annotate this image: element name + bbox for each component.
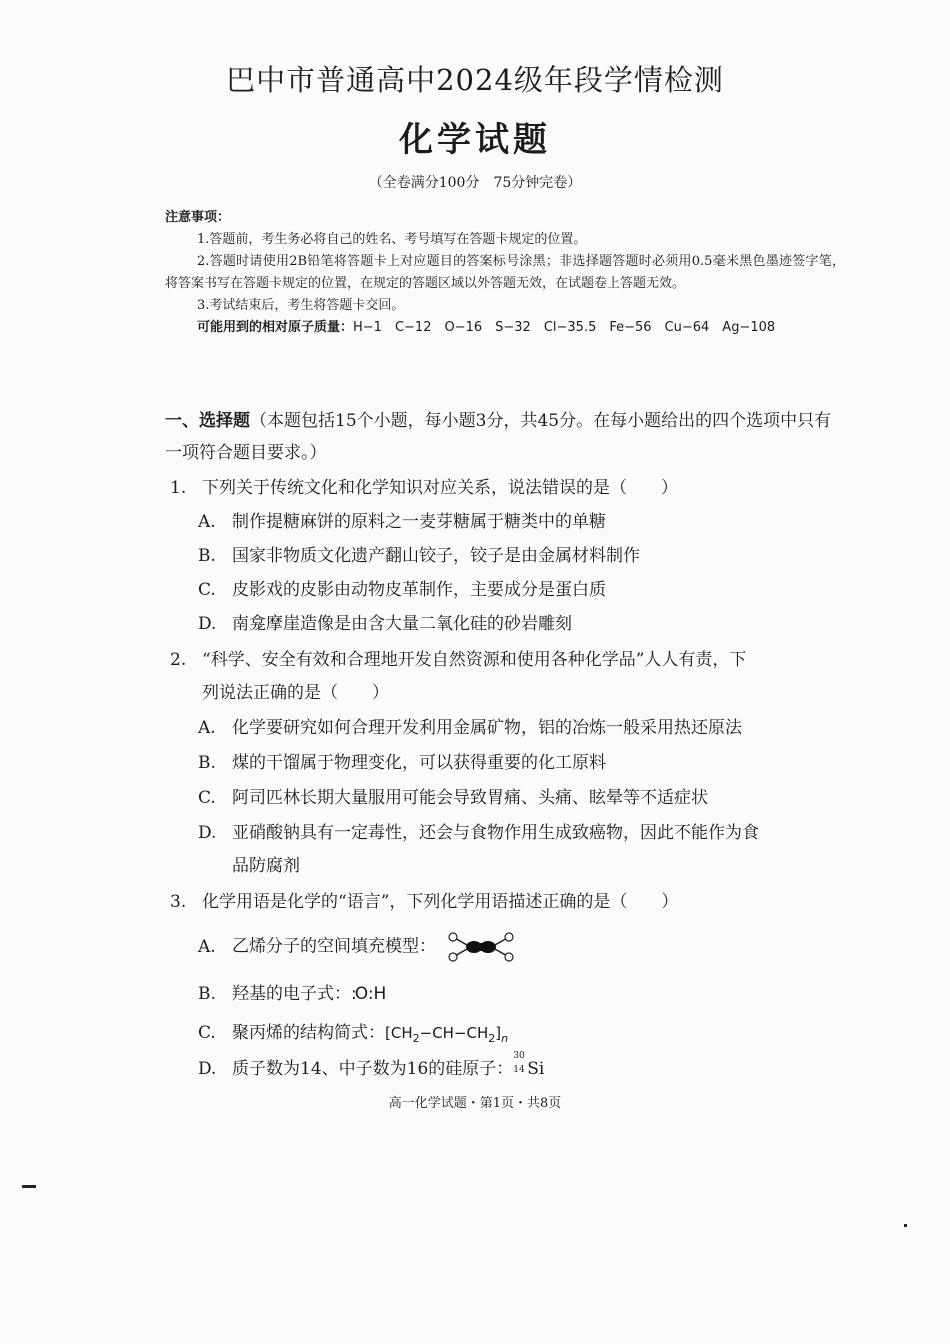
scan-dot — [904, 1224, 907, 1227]
option-text: 国家非物质文化遗产翻山铰子，铰子是由金属材料制作 — [232, 546, 640, 566]
q3-option-c — [198, 1017, 848, 1055]
option-text: 阿司匹林长期大量服用可能会导致胃痛、头痛、眩晕等不适症状 — [232, 788, 708, 808]
question-number: 3. — [170, 892, 187, 912]
question-stem: “科学、安全有效和合理地开发自然资源和使用各种化学品”人人有责，下 — [202, 650, 747, 670]
exam-info: （全卷满分100分 75分钟完卷） — [368, 175, 582, 191]
option-text: 亚硝酸钠具有一定毒性，还会与食物作用生成致癌物，因此不能作为食 — [232, 823, 759, 843]
ethylene-model-icon — [445, 929, 517, 965]
option-label: C. — [198, 1023, 216, 1043]
option-text: 南龛摩崖造像是由含大量二氧化硅的砂岩雕刻 — [232, 614, 572, 634]
q3-option-a — [198, 929, 848, 965]
exam-school-title: 巴中市普通高中2024级年段学情检测 — [226, 63, 724, 97]
q1-option-d — [198, 608, 848, 641]
section-choice — [165, 405, 845, 469]
subscript-2: 2 — [412, 1032, 420, 1045]
q2-option-b — [198, 747, 848, 780]
q1-option-a — [198, 506, 848, 539]
question-2 — [170, 644, 845, 710]
bracket-close-icon: ] — [495, 1024, 502, 1042]
note-item: 2.答题时请使用2B铅笔将答题卡上对应题目的答案标号涂黑；非选择题答题时必须用0.5毫米黑色墨迹签字笔，将答案书写在答题卡规定的位置，在规定的答题区域以外答题无效，在试题卷上答题无效。 — [165, 254, 845, 291]
nuclide-notation — [513, 1051, 527, 1076]
bracket-open-icon: [ — [385, 1024, 391, 1042]
notes-heading: 注意事项： — [165, 210, 231, 225]
q1-option-c — [198, 574, 848, 607]
scan-mark — [22, 1185, 36, 1188]
option-label: A. — [198, 512, 216, 532]
note-item: 3.考试结束后，考生将答题卡交回。 — [197, 298, 405, 313]
notes-block — [165, 207, 845, 339]
option-text: 质子数为14、中子数为16的硅原子： — [232, 1059, 514, 1079]
question-stem: 化学用语是化学的“语言”，下列化学用语描述正确的是（ ） — [202, 892, 679, 912]
question-number: 2. — [170, 650, 187, 670]
option-label: C. — [198, 788, 216, 808]
option-label: D. — [198, 1059, 217, 1079]
note-item: 1.答题前，考生务必将自己的姓名、考号填写在答题卡规定的位置。 — [197, 232, 587, 247]
formula-part: −CH−CH — [419, 1024, 489, 1042]
subscript-2: 2 — [488, 1032, 496, 1045]
q2-option-a — [198, 712, 848, 745]
section-heading: 一、选择题 — [165, 411, 250, 431]
option-label: A. — [198, 718, 216, 738]
question-1 — [170, 472, 845, 505]
q1-option-b — [198, 540, 848, 573]
formula-part: CH — [390, 1024, 413, 1042]
question-3 — [170, 886, 845, 919]
electron-dots-icon: : — [351, 984, 355, 1004]
atomic-mass-line — [165, 317, 845, 339]
formula-text: O:H — [354, 984, 387, 1004]
question-stem: 下列关于传统文化和化学知识对应关系，说法错误的是（ ） — [202, 478, 678, 498]
option-text: 制作提糖麻饼的原料之一麦芽糖属于糖类中的单糖 — [232, 512, 606, 532]
option-label: A. — [198, 936, 216, 957]
mass-number: 30 — [513, 1051, 525, 1061]
atomic-number: 14 — [513, 1065, 525, 1075]
option-text: 煤的干馏属于物理变化，可以获得重要的化工原料 — [232, 753, 606, 773]
exam-subject-title: 化学试题 — [399, 120, 551, 160]
option-label: B. — [198, 984, 216, 1004]
option-text: 皮影戏的皮影由动物皮革制作，主要成分是蛋白质 — [232, 580, 606, 600]
q3-option-b — [198, 978, 848, 1011]
question-number: 1. — [170, 478, 187, 498]
option-label: D. — [198, 823, 217, 843]
page-footer: 高一化学试题・第1页・共8页 — [388, 1096, 562, 1111]
q2-option-d — [198, 817, 848, 883]
option-label: D. — [198, 614, 217, 634]
hydroxyl-electron-formula — [351, 984, 386, 1004]
q3-option-d — [198, 1053, 848, 1086]
option-text: 化学要研究如何合理开发利用金属矿物，铝的冶炼一般采用热还原法 — [232, 718, 742, 738]
option-label: B. — [198, 753, 216, 773]
option-label: C. — [198, 580, 216, 600]
option-text-cont: 品防腐剂 — [232, 856, 300, 876]
section-instructions: （本题包括15个小题，每小题3分，共45分。在每小题给出的四个选项中只有一项符合题目要求。） — [165, 411, 832, 463]
option-text: 聚丙烯的结构简式： — [232, 1023, 385, 1043]
atomic-mass-label: 可能用到的相对原子质量： — [197, 320, 354, 335]
q2-option-c — [198, 782, 848, 815]
option-text: 乙烯分子的空间填充模型： — [232, 936, 436, 957]
option-text: 羟基的电子式： — [232, 984, 351, 1004]
question-stem-cont: 列说法正确的是（ ） — [202, 683, 389, 703]
subscript-n: n — [501, 1032, 509, 1045]
atomic-mass-values: H−1 C−12 O−16 S−32 Cl−35.5 Fe−56 Cu−64 Ag−108 — [353, 320, 776, 335]
polypropylene-formula — [385, 1024, 509, 1045]
element-symbol: Si — [527, 1059, 545, 1079]
option-label: B. — [198, 546, 216, 566]
